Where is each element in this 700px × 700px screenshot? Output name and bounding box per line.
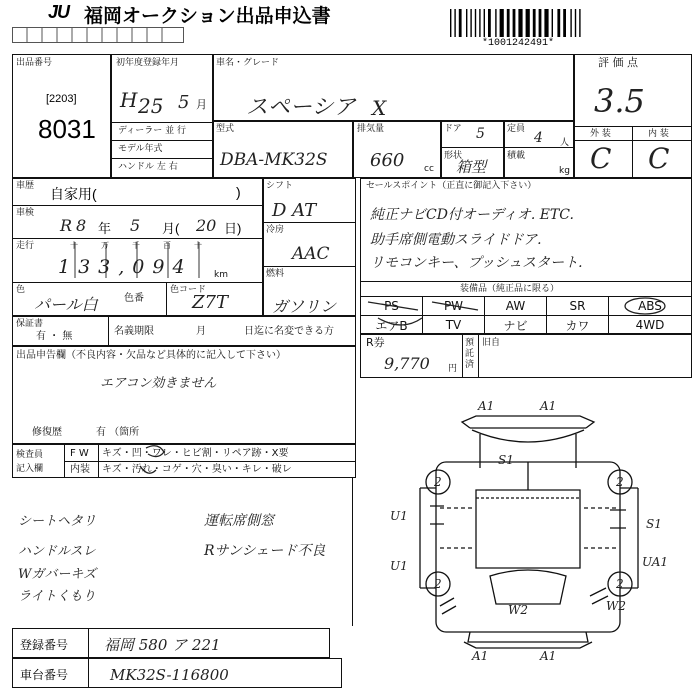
name-deadline-month: 月 — [196, 326, 206, 337]
mileage-digit-header-4: 百 — [163, 241, 171, 250]
recycle-other-label: 旧自 — [482, 338, 501, 348]
displacement-value: 660 — [370, 150, 405, 171]
barcode-bar — [484, 9, 485, 37]
sales-points-label: セールスポイント（正直に御記入下さい） — [366, 181, 537, 191]
color-code-label: 色コード — [170, 285, 207, 295]
barcode-bar — [563, 9, 566, 37]
mark-u1-left: U1 — [390, 509, 408, 523]
mark-2-rear-left-wheel: 2 — [434, 577, 442, 591]
equip-ps: PS — [384, 299, 399, 313]
repair-label: 修復歴 — [32, 427, 62, 438]
model-year-label: モデル年式 — [118, 144, 163, 154]
shape-label: 形状 — [444, 151, 463, 161]
barcode-bar — [575, 9, 576, 37]
checkbox-row — [12, 27, 184, 43]
auction-logo: JU — [48, 2, 70, 22]
vehicle-name-label: 車名・グレード — [216, 58, 280, 68]
recycle-label: R券 — [366, 336, 385, 349]
defects-label: 出品申告欄（不良内容・欠品など具体的に記入して下さい） — [16, 350, 286, 361]
mark-s1-right: S1 — [646, 517, 662, 531]
inspector-label-2: 記入欄 — [16, 464, 44, 474]
barcode-bar — [507, 9, 510, 37]
mark-a1-rear-right: A1 — [540, 649, 557, 663]
displacement-unit: cc — [424, 164, 434, 174]
barcode — [448, 9, 588, 37]
registration-month: 5 — [178, 92, 190, 113]
interior-label: 内 装 — [648, 129, 669, 139]
inspector-label-1: 検査員 — [16, 450, 44, 460]
mark-s1-hood: S1 — [498, 453, 514, 467]
inspector-fw: F W — [70, 448, 89, 459]
mark-2-rear-right-wheel: 2 — [616, 577, 624, 591]
note-left-3: Wガバーキズ — [18, 567, 97, 582]
barcode-bar — [518, 9, 522, 37]
plate-label: 登録番号 — [20, 638, 69, 652]
barcode-bar — [470, 9, 471, 37]
barcode-bar — [539, 9, 542, 37]
score-value: 3.5 — [594, 82, 645, 120]
inspector-in-label: 内装 — [70, 464, 90, 475]
note-right-1: 運転席側窓 — [204, 513, 274, 529]
mileage-digit-header-3: 千 — [132, 241, 140, 250]
warranty-options: 有 ・ 無 — [36, 331, 73, 342]
note-left-2: ハンドルスレ — [18, 544, 96, 559]
equip-pw: PW — [443, 299, 464, 313]
color-label: 色 — [16, 285, 26, 295]
handle-label: ハンドル 左 右 — [118, 162, 178, 172]
plate-value: 福岡 580 ア 221 — [104, 636, 221, 654]
repair-options: 有 （箇所 — [96, 427, 140, 438]
form-title: 福岡オークション出品申込書 — [84, 6, 331, 27]
equipment-label: 装備品（純正品に限る） — [460, 284, 560, 294]
warranty-label: 保証書 — [16, 319, 44, 329]
recycle-unit: 円 — [448, 364, 458, 374]
inspector-in-items: キズ・汚れ・コゲ・穴・臭い・キレ・破レ — [102, 464, 292, 475]
barcode-bar — [450, 9, 451, 37]
mileage-digit-header-1: 十 — [70, 241, 78, 250]
note-left-1: シートヘタリ — [18, 514, 97, 529]
color-number-label: 色番 — [124, 293, 144, 304]
barcode-bar — [500, 9, 504, 37]
car-damage-diagram — [380, 398, 680, 668]
capacity-value: 4 — [534, 130, 543, 146]
mileage-label: 走行 — [16, 241, 35, 251]
equip-tv: TV — [445, 318, 462, 332]
vehicle-name: スペーシア — [246, 95, 356, 120]
exterior-grade: C — [590, 142, 612, 175]
barcode-bar — [544, 9, 548, 37]
note-right-2: Rサンシェード不良 — [204, 543, 326, 559]
mark-ua1-right: UA1 — [642, 555, 669, 569]
inspection-day-unit: 日) — [224, 221, 242, 236]
registration-year: 25 — [138, 94, 164, 118]
color-code: Z7T — [192, 292, 228, 313]
defects-text: エアコン効きません — [100, 376, 217, 391]
header — [0, 0, 700, 55]
chassis-label: 車台番号 — [20, 668, 69, 682]
shift-value: D AT — [272, 200, 317, 221]
inspector-marks — [100, 440, 220, 482]
exterior-label: 外 装 — [590, 129, 611, 139]
usage-value: 自家用( — [50, 186, 97, 202]
checkbox-grid — [12, 27, 184, 43]
sales-point-line-3: リモコンキー、プッシュスタート. — [370, 255, 583, 271]
barcode-bar — [475, 9, 476, 37]
recycle-deposit-label: 預託済 — [465, 338, 475, 370]
barcode-bar — [579, 9, 580, 37]
barcode-bar — [552, 9, 553, 37]
barcode-bar — [570, 9, 571, 37]
inspector-fw-items: キズ・凹・ワレ・ヒビ割・リペア跡・X要 — [102, 448, 289, 459]
aircon-label: 冷房 — [266, 225, 285, 235]
inspection-month: 5 — [130, 216, 141, 235]
inspection-year-unit: 年 — [98, 221, 112, 236]
recycle-amount: 9,770 — [384, 354, 430, 373]
shift-label: シフト — [266, 181, 294, 191]
mark-2-front-left-wheel: 2 — [434, 475, 442, 489]
barcode-bar — [513, 9, 516, 37]
capacity-label: 定員 — [507, 124, 526, 134]
inspection-month-unit: 月( — [162, 221, 180, 236]
equip-leather: カワ — [565, 318, 590, 333]
door-label: ドア — [444, 124, 462, 134]
registration-era: H — [120, 88, 138, 112]
vehicle-type-label: 型式 — [216, 124, 235, 134]
load-unit: kg — [559, 166, 570, 176]
inspection-year-prefix: R — [60, 216, 73, 235]
lot-number: 8031 — [38, 114, 96, 144]
mileage-value: 133,094 — [58, 256, 193, 278]
mark-w2-right-rear: W2 — [606, 599, 626, 613]
equip-abs: ABS — [638, 299, 662, 313]
mark-a1-front-right: A1 — [540, 399, 557, 413]
shape-value: 箱型 — [456, 158, 487, 176]
load-label: 積載 — [507, 151, 526, 161]
interior-grade: C — [648, 142, 670, 175]
vehicle-type: DBA-MK32S — [220, 150, 328, 170]
fuel-value: ガソリン — [272, 297, 337, 316]
sales-point-line-1: 純正ナビCD付オーディオ. ETC. — [370, 207, 574, 223]
mileage-digit-header-5: 十 — [194, 241, 202, 250]
equip-sr: SR — [569, 299, 586, 313]
name-deadline-label: 名義期限 — [114, 326, 154, 337]
mark-a1-front-left: A1 — [478, 399, 495, 413]
aircon-value: AAC — [292, 244, 330, 264]
barcode-bar — [495, 9, 496, 37]
vehicle-grade: X — [372, 96, 387, 120]
note-left-4: ライトくもり — [18, 589, 96, 604]
sales-point-line-2: 助手席側電動スライドドア. — [370, 232, 542, 248]
mileage-digit-header-2: 万 — [101, 241, 109, 250]
barcode-bar — [454, 9, 455, 37]
dealer-label: ディーラー 並 行 — [118, 126, 187, 136]
equipment-marks — [360, 296, 692, 336]
inspection-day: 20 — [196, 216, 217, 235]
mark-w2-rear: W2 — [508, 603, 528, 617]
barcode-bar — [533, 9, 536, 37]
registration-label: 初年度登録年月 — [116, 58, 180, 68]
usage-label: 車歴 — [16, 181, 35, 191]
displacement-label: 排気量 — [357, 124, 385, 134]
color-value: パール白 — [34, 295, 98, 314]
barcode-bar — [557, 9, 560, 37]
mark-u1-left-rear: U1 — [390, 559, 408, 573]
registration-month-unit: 月 — [196, 98, 207, 111]
inspection-year: 8 — [76, 216, 87, 235]
mark-a1-rear-left: A1 — [472, 649, 489, 663]
lot-code: [2203] — [46, 93, 77, 105]
inspection-label: 車検 — [16, 208, 35, 218]
capacity-unit: 人 — [560, 138, 570, 148]
equip-aw: AW — [505, 299, 526, 313]
equip-4wd: 4WD — [635, 318, 665, 332]
mark-2-front-right-wheel: 2 — [616, 475, 624, 489]
barcode-bar — [479, 9, 480, 37]
barcode-bar — [466, 9, 467, 37]
name-deadline-note: 日迄に名変できる方 — [244, 326, 334, 337]
barcode-bar — [526, 9, 530, 37]
barcode-bar — [488, 9, 491, 37]
equip-airbag: エアB — [375, 318, 408, 333]
score-label: 評 価 点 — [598, 56, 638, 69]
door-value: 5 — [476, 126, 485, 142]
mileage-unit: km — [214, 270, 228, 280]
lot-label: 出品番号 — [16, 58, 53, 68]
barcode-bar — [459, 9, 462, 37]
fuel-label: 燃料 — [266, 269, 285, 279]
usage-close: ) — [236, 184, 241, 200]
equip-navi: ナビ — [503, 318, 528, 333]
chassis-value: MK32S-116800 — [110, 666, 229, 684]
barcode-number: *1001242491* — [482, 38, 555, 49]
